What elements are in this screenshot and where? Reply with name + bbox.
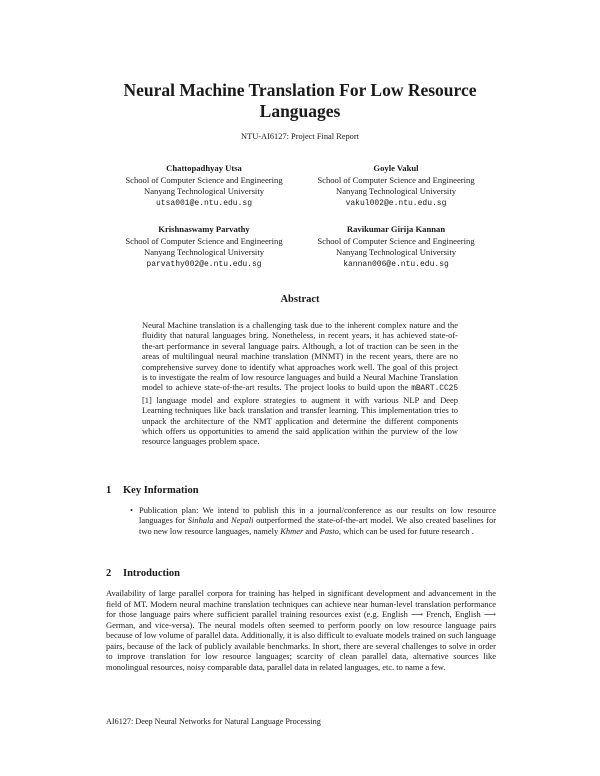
language-name: Khmer — [280, 525, 304, 536]
section-title: Introduction — [123, 568, 180, 579]
list-item-text: and — [213, 515, 231, 526]
abstract-text-part: Neural Machine translation is a challenging task due to the inherent complex nature and the fluidity that natural languages bring. Nonetheless, in recent years, it has achieved state-of-the-art performance in several language pairs. Although, a lot of traction can be seen in the areas of multilingual neural machine translation (MNMT) in the recent years, there are no comprehensive survey done to identify what approaches work well. The goal of this project is to investigate the realm of low resource languages and build a Neural Machine Translation model to achieve state-of-the-art results. The project looks to build upon the — [142, 320, 458, 393]
list-item — [139, 505, 496, 536]
section-heading — [106, 568, 496, 579]
list-item-text: and — [303, 525, 320, 536]
section-number: 2 — [106, 568, 112, 579]
abstract-text-part: [1] language model and explore strategies to augment it with various NLP and Deep Learning techniques like back translation and transfer learning. This implementation tries to unpack the architecture of the NMT application and determine the different components which offers us opportunities to amend the said application within the purview of the low resource languages problem space. — [142, 394, 458, 447]
language-name: Sinhala — [187, 515, 214, 526]
author-email: kannan006@e.ntu.edu.sg — [343, 259, 449, 269]
paper-subtitle: NTU-AI6127: Project Final Report — [241, 132, 359, 141]
author-affiliation: School of Computer Science and Engineering — [317, 235, 475, 246]
list-item-text: , which can be used for future research . — [338, 525, 474, 536]
section-title: Key Information — [123, 485, 199, 496]
list-item-text: outperformed the state-of-the-art model. We also created baselines for two new low resource languages, namely — [139, 515, 496, 536]
paper-title: Neural Machine Translation For Low Resource Languages — [123, 80, 477, 121]
author-affiliation: School of Computer Science and Engineering — [125, 174, 283, 185]
bullet-icon: • — [130, 505, 133, 515]
abstract-text — [142, 320, 458, 447]
author-university: Nanyang Technological University — [336, 186, 456, 196]
author-block — [104, 163, 304, 209]
author-email: parvathy002@e.ntu.edu.sg — [146, 259, 262, 269]
list-item-text: Publication plan: We intend to publish this in a journal/conference as our results on low resource languages for — [139, 505, 496, 526]
model-name: mBART.CC25 — [411, 385, 458, 394]
author-affiliation: School of Computer Science and Engineering — [317, 174, 475, 185]
author-affiliation: School of Computer Science and Engineering — [125, 235, 283, 246]
author-university: Nanyang Technological University — [336, 247, 456, 257]
author-university: Nanyang Technological University — [144, 247, 264, 257]
author-email: utsa001@e.ntu.edu.sg — [155, 198, 252, 208]
language-name: Nepali — [230, 515, 254, 526]
author-block — [104, 224, 304, 270]
introduction-text: Availability of large parallel corpora for training has helped in significant development and advancement in the field of MT. Modern neural machine translation techniques can achieve near human-level translation performance for those language pairs where sufficient parallel training resources exist (e.g. English ⟶ French, English ⟶ German, and vice-versa). The neural models often seemed to perform poorly on low resource language pairs because of low volume of parallel data. Additionally, it is also difficult to evaluate models trained on such language pairs, because of the lack of publicly available benchmarks. In short, there are several challenges to solve in order to improve translation for low resource languages; scarcity of clean parallel data, alternative sources like monolingual resources, noisy comparable data, parallel data in related languages, etc. to name a few. — [106, 588, 496, 672]
section-number: 1 — [106, 485, 112, 496]
bullet-list — [120, 505, 496, 536]
author-email: vakul002@e.ntu.edu.sg — [345, 198, 447, 208]
abstract-heading: Abstract — [280, 294, 320, 305]
author-name: Chattopadhyay Utsa — [166, 163, 242, 173]
author-name: Krishnaswamy Parvathy — [158, 224, 250, 234]
author-university: Nanyang Technological University — [144, 186, 264, 196]
author-name: Ravikumar Girija Kannan — [346, 224, 446, 234]
page-footer: AI6127: Deep Neural Networks for Natural Language Processing — [106, 717, 321, 726]
author-block — [296, 224, 496, 270]
section-heading — [106, 485, 496, 496]
author-block — [296, 163, 496, 209]
language-name: Pasto — [319, 525, 339, 536]
author-name: Goyle Vakul — [373, 163, 419, 173]
